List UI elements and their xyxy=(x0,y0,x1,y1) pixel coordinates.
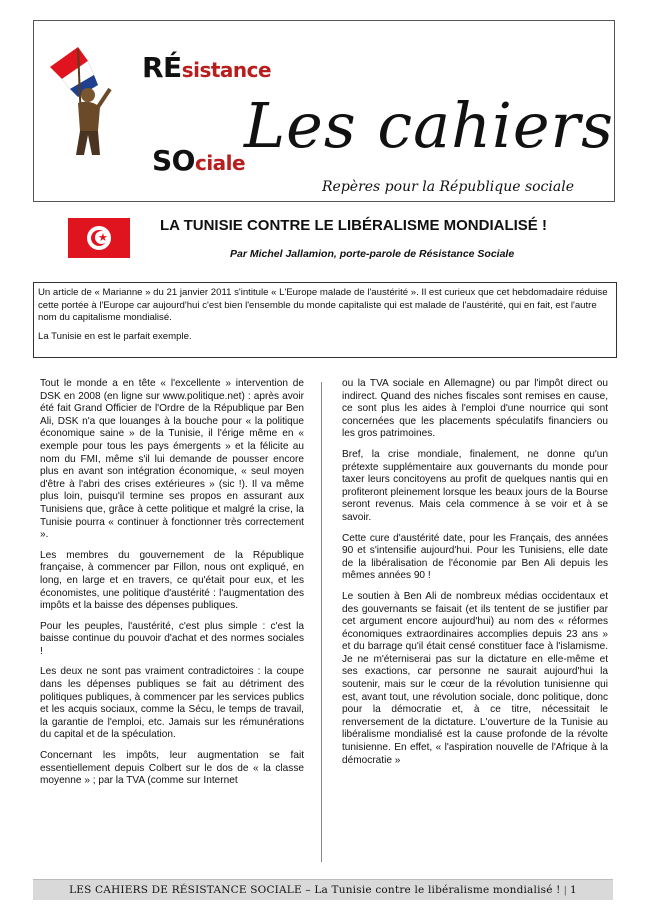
masthead xyxy=(33,20,615,202)
body-paragraph: Tout le monde a en tête « l'excellente » intervention de DSK en 2008 (en ligne sur www.politique.net) : après avoir été fait Grand Officier de l'Ordre de la République par Ben Ali, DSK n'a que louanges à la bouche pour « la politique économique saine » de la Tunisie, il l'érige même en « exemple pour tous les pays émergents » et la félicite au nom du FMI, même s'il lui demande de pousser encore plus en avant son intégration économique, « seul moyen d'être à l'abri des crises extérieures » (sic !). Il va même plus loin, puisqu'il termine ses propos en assurant aux Tunisiens que, grâce à cette politique et malgré la crise, la Tunisie pourra « continuer à fonctionner très correctement ». xyxy=(40,378,304,541)
footer-separator: | xyxy=(564,885,567,896)
reperes-tagline: Repères pour la République sociale xyxy=(322,179,574,195)
right-column xyxy=(342,378,608,775)
body-paragraph: Concernant les impôts, leur augmentation se fait essentiellement depuis Colbert sur le dos de « la classe moyenne » ; par la TVA (comme sur Internet xyxy=(40,750,304,787)
article-byline: Par Michel Jallamion, porte-parole de Résistance Sociale xyxy=(230,248,515,260)
resistance-figure-logo xyxy=(48,45,118,165)
resistance-wordmark xyxy=(142,51,271,84)
page-footer xyxy=(33,879,613,900)
article-title: LA TUNISIE CONTRE LE LIBÉRALISME MONDIALISÉ ! xyxy=(160,217,547,234)
sociale-rest: ciale xyxy=(194,151,246,175)
body-paragraph: ou la TVA sociale en Allemagne) ou par l'impôt direct ou indirect. Quand des niches fiscales sont remises en cause, ce sont plus les aides à l'emploi d'une nourrice qui sont concernées que les placements spéculatifs financiers ou les gros patrimoines. xyxy=(342,378,608,440)
resistance-rest: sistance xyxy=(181,58,272,82)
tunisia-flag-icon: ★ xyxy=(68,218,130,258)
body-paragraph: Le soutien à Ben Ali de nombreux médias occidentaux et des gouvernants se faisait (et ils tentent de se justifier par cet argument encore aujourd'hui) au nom des « réformes économiques extraordinaires accomplies depuis 23 ans » et du barrage qu'il était censé constituer face à l'islamisme. Je ne m'éterniserai pas sur la dictature en elle-même et ses exactions, car personne ne saurait aujourd'hui la soutenir, mais sur le cœur de la révolution tunisienne qui est, avant tout, une révolution sociale, donc politique, donc pour la démocratie et, à ce titre, nécessitait le renversement de la dictature. L'ouverture de la Tunisie au libéralisme mondialisé est la cause profonde de la révolte tunisienne. En effet, « l'aspiration nouvelle de l'Afrique à la démocratie » xyxy=(342,590,608,766)
left-column xyxy=(40,378,304,796)
intro-box xyxy=(33,282,617,358)
body-paragraph: Bref, la crise mondiale, finalement, ne donne qu'un prétexte supplémentaire aux gouvernants du monde pour taxer leurs concitoyens au profit de quelques nantis qui en profiteront pleinement lorsque les beaux jours de la Bourse seront revenus. Mais cela commence à se voir et à se savoir. xyxy=(342,448,608,523)
sociale-wordmark xyxy=(152,144,245,177)
body-paragraph: Pour les peuples, l'austérité, c'est plus simple : c'est la baisse continue du pouvoir d'achat et des normes sociales ! xyxy=(40,620,304,657)
page-number: 1 xyxy=(570,884,577,896)
body-paragraph: Les deux ne sont pas vraiment contradictoires : la coupe dans les dépenses publiques se fait au détriment des politiques publiques, à commencer par les services publics et les acquis sociaux, comme la Sécu, le temps de travail, la garantie de l'emploi, etc. Jamais sur les rémunérations du capital et de la spéculation. xyxy=(40,666,304,741)
body-paragraph: Les membres du gouvernement de la République française, à commencer par Fillon, nous ont expliqué, en long, en large et en travers, ce qu'était pour eux, et les économistes, une politique d'austérité : l'augmentation des impôts et la baisse des dépenses publiques. xyxy=(40,549,304,612)
column-divider xyxy=(321,382,322,862)
resistance-cap: RÉ xyxy=(142,51,182,84)
footer-text: LES CAHIERS DE RÉSISTANCE SOCIALE – La Tunisie contre le libéralisme mondialisé ! xyxy=(69,884,561,896)
intro-paragraph: Un article de « Marianne » du 21 janvier 2011 s'intitule « L'Europe malade de l'austérité ». Il est curieux que cet hebdomadaire réduise cette portée à l'Europe car aujourd'hui c'est bien l'ensemble du monde capitaliste qui est malade de l'austérité, qui en fait, est l'autre nom du capitalisme mondialisé. xyxy=(38,287,608,323)
cahiers-title: Les cahiers xyxy=(244,89,614,162)
intro-paragraph: La Tunisie en est le parfait exemple. xyxy=(38,330,192,342)
body-paragraph: Cette cure d'austérité date, pour les Français, des années 90 et s'intensifie aujourd'hui. Pour les Tunisiens, elle date de la libéralisation de l'économie par Ben Ali depuis les mêmes années 90 ! xyxy=(342,532,608,582)
sociale-cap: SO xyxy=(152,144,195,177)
